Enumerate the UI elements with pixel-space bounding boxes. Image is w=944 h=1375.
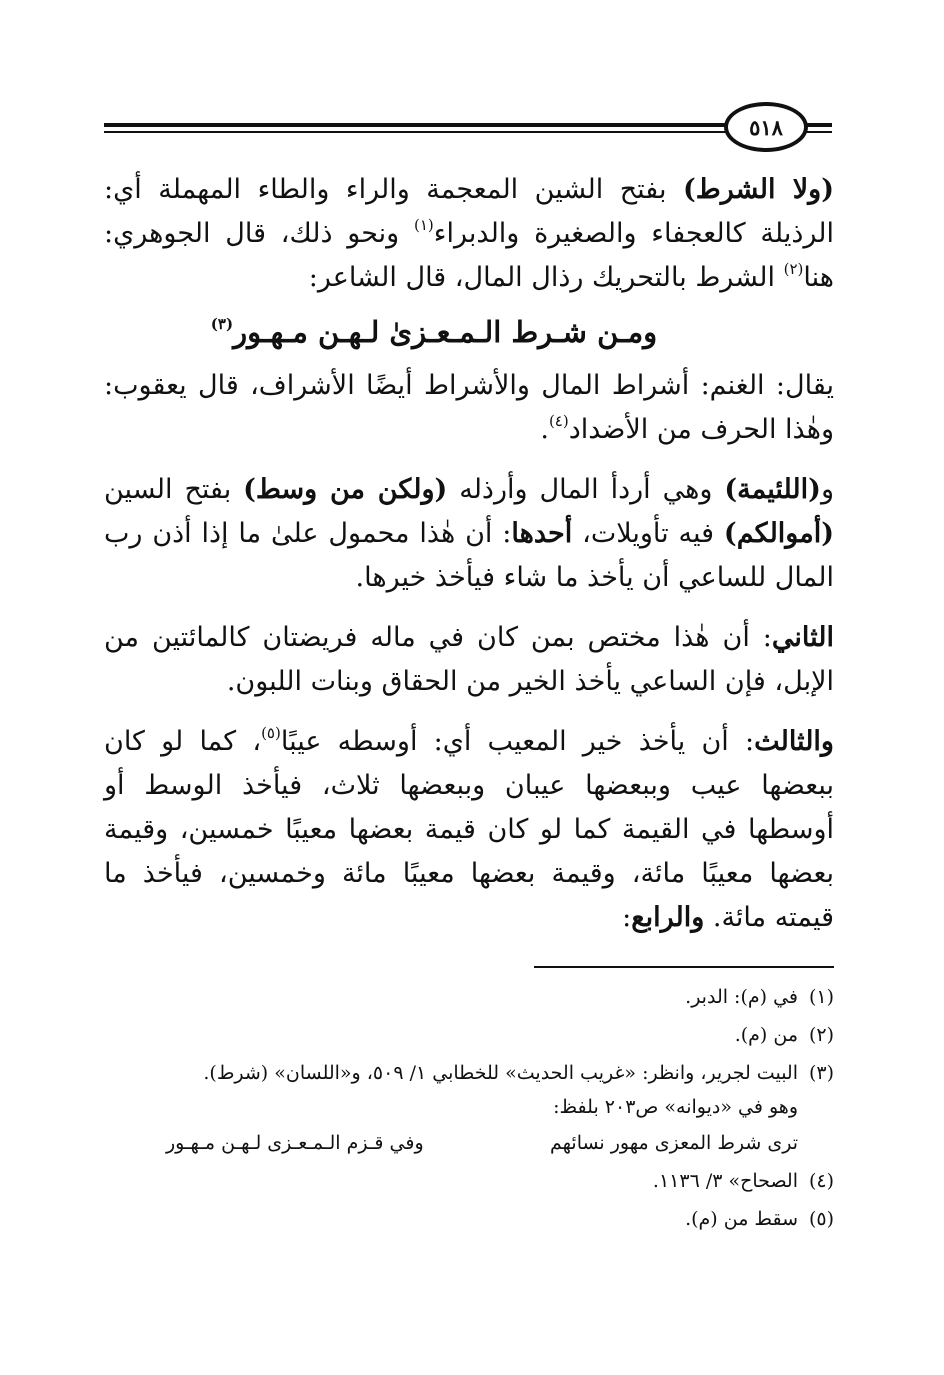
header-rule-thin [104,131,730,133]
footnote-text: من (م). [734,1024,798,1046]
header-rule [104,123,730,127]
footnote [104,1058,834,1088]
footnote-number: (٤) [808,1170,834,1192]
page-number: ٥١٨ [724,102,808,152]
footnote-number: (٣) [808,1062,834,1084]
footnote-ref: (٣) [210,315,234,334]
commentary-text: : [622,902,632,933]
commentary-text: يقال: الغنم: أشراط المال والأشراط أيضًا الأشراف، قال يعقوب: وهٰذا الحرف من الأضداد [104,370,834,445]
footnote-ref: (٥) [261,724,281,742]
commentary-text: ، كما لو كان ببعضها عيب وببعضها عيبان وببعضها ثلاث، فيأخذ الوسط أو أوسطها في القيمة كما لو كان قيمة بعضها معيبًا خمسين، وقيمة بعضها معيبًا مائة، وقيمة بعضها معيبًا مائة وخمسين، فيأخذ ما قيمته مائة. [104,726,834,933]
commentary-text: . [540,414,549,445]
footnote [104,1166,834,1196]
footnote-ref: (٤) [548,412,569,430]
paragraph-4 [104,616,834,704]
footnote-poem [104,1128,834,1158]
paragraph-5 [104,720,834,940]
page-header [104,96,832,160]
poem-hemistich-left: وفي قـزم الـمـعـزى لـهـن مـهـور [166,1132,424,1154]
poetry-verse [104,310,834,354]
footnote-text: في (م): الدبر. [685,986,798,1008]
footnote [104,1204,834,1234]
main-text [104,168,834,940]
footnote-number: (٢) [808,1024,834,1046]
matn-phrase: (أموالكم) [723,518,834,549]
paragraph-2 [104,364,834,452]
footnote [104,1020,834,1050]
footnote-ref: (١) [414,216,434,234]
matn-phrase: (ولا الشرط) [682,174,834,205]
footnote-text: سقط من (م). [685,1208,798,1230]
commentary-text: بفتح السين [104,474,244,505]
commentary-text: : أن يأخذ خير المعيب أي: أوسطه عيبًا [280,726,755,757]
commentary-text: : أن هٰذا محمول علىٰ ما إذا أذن رب المال للساعي أن يأخذ ما شاء فيأخذ خيرها. [104,518,834,593]
paragraph-3 [104,468,834,600]
footnote-text: البيت لجرير، وانظر: «غريب الحديث» للخطابي ١/ ٥٠٩، و«اللسان» (شرط). [203,1062,798,1084]
header-rule-right-thin [804,131,832,133]
footnote-separator [534,966,834,968]
verse-text: ومـن شـرط الـمـعـزىٰ لـهـن مـهـور [233,315,658,349]
footnote-text: الصحاح» ٣/ ١١٣٦. [652,1170,798,1192]
commentary-text: بفتح الشين المعجمة والراء والطاء المهملة أي: الرذيلة كالعجفاء والصغيرة والدبراء [104,174,834,249]
footnote-number: (٥) [808,1208,834,1230]
commentary-text: فيه تأويلات، [572,518,724,549]
poem-hemistich-right: ترى شرط المعزى مهور نسائهم [550,1132,798,1154]
heading-word: الثاني [771,622,834,653]
heading-word: أحدها [511,518,573,549]
commentary-text: وهي أردأ المال وأرذله [447,474,725,505]
heading-word: والرابع [631,902,705,933]
footnote [104,982,834,1012]
footnotes [104,982,834,1242]
header-rule-right [804,123,832,127]
matn-phrase: (ولكن من وسط) [243,474,448,505]
footnote-continuation: وهو في «ديوانه» ص٢٠٣ بلفظ: [553,1096,798,1118]
footnote-ref: (٢) [783,260,804,278]
commentary-text: الشرط بالتحريك رذال المال، قال الشاعر: [308,262,784,293]
commentary-text: ونحو ذلك، قال الجوهري: هنا [104,218,834,293]
matn-phrase: (اللئيمة) [724,474,821,505]
commentary-text: : أن هٰذا مختص بمن كان في ماله فريضتان كالمائتين من الإبل، فإن الساعي يأخذ الخير من الحقاق وبنات اللبون. [104,622,834,697]
paragraph-1 [104,168,834,300]
heading-word: والثالث [754,726,834,757]
commentary-text: و [820,474,834,505]
footnote-number: (١) [808,986,834,1008]
